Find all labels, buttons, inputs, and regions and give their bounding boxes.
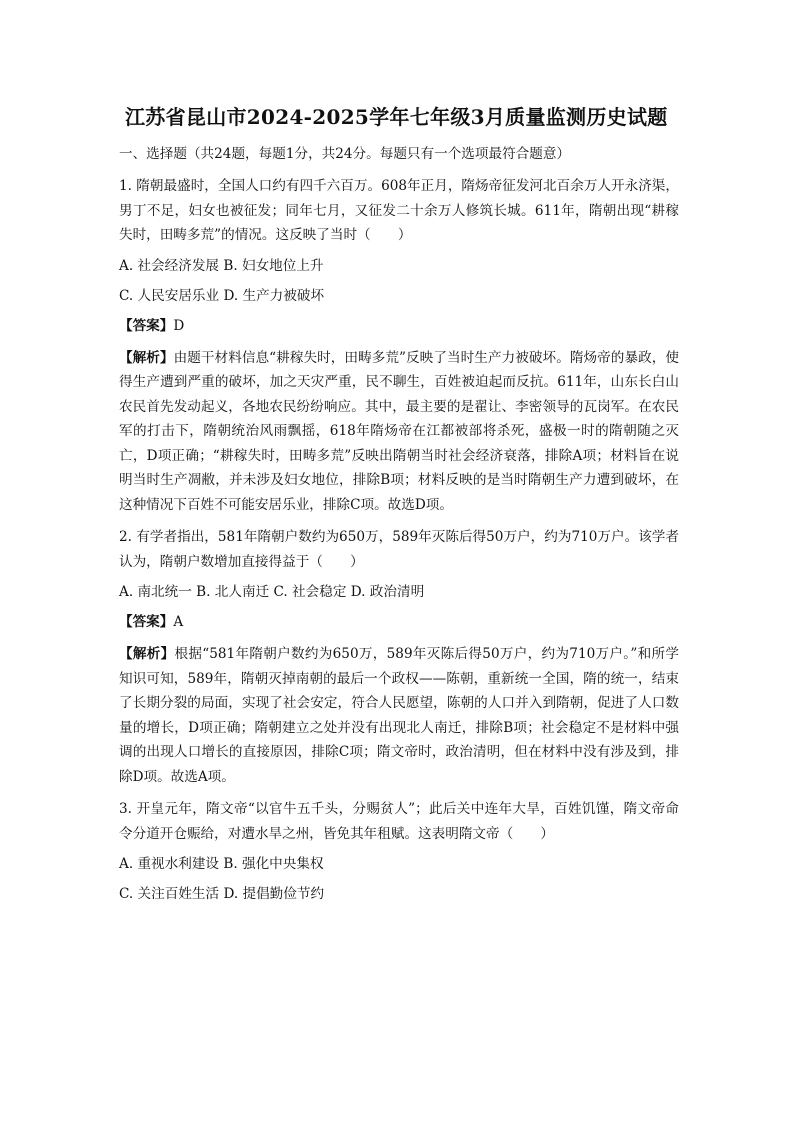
document-page bbox=[119, 104, 679, 914]
analysis-text: 根据“581年隋朝户数约为650万，589年灭陈后得50万户，约为710万户。”和所学知识可知，589年，隋朝灭掉南朝的最后一个政权——陈朝，重新统一全国，隋的统一，结束了长期分裂的局面，实现了社会安定，符合人民愿望，陈朝的人口并入到隋朝，促进了人口数量的增长，D项正确；隋朝建立之处并没有出现北人南迁，排除B项；社会稳定不是材料中强调的出现人口增长的直接原因，排除C项；隋文帝时，政治清明，但在材料中没有涉及到，排除D项。故选A项。 bbox=[119, 646, 679, 785]
question-2-stem: 2. 有学者指出，581年隋朝户数约为650万，589年灭陈后得50万户，约为710万户。该学者认为，隋朝户数增加直接得益于（ ） bbox=[119, 529, 679, 570]
question-3-stem: 3. 开皇元年，隋文帝“以官牛五千头，分赐贫人”；此后关中连年大旱，百姓饥馑，隋文帝命令分道开仓赈给，对遭水旱之州，皆免其年租赋。这表明隋文帝（ ） bbox=[119, 801, 679, 842]
question-1-options-row-1: A. 社会经济发展 B. 妇女地位上升 bbox=[119, 257, 324, 274]
answer-value: A bbox=[173, 614, 184, 630]
section-header: 一、选择题（共24题，每题1分，共24分。每题只有一个选项最符合题意） bbox=[119, 146, 571, 162]
document-title: 江苏省昆山市2024-2025学年七年级3月质量监测历史试题 bbox=[125, 105, 668, 129]
analysis-label: 【解析】 bbox=[119, 349, 174, 366]
answer-value: D bbox=[173, 317, 185, 334]
question-2-answer bbox=[119, 612, 679, 633]
question-3-options-row-1: A. 重视水利建设 B. 强化中央集权 bbox=[119, 856, 324, 872]
question-1-analysis bbox=[119, 346, 679, 518]
question-1-answer bbox=[119, 316, 679, 337]
answer-label: 【答案】 bbox=[119, 317, 174, 334]
question-1-options-row-2: C. 人民安居乐业 D. 生产力被破坏 bbox=[119, 287, 325, 304]
analysis-label: 【解析】 bbox=[119, 646, 175, 662]
answer-label: 【答案】 bbox=[119, 614, 174, 630]
question-1-stem: 1. 隋朝最盛时，全国人口约有四千六百万。608年正月，隋炀帝征发河北百余万人开永济渠，男丁不足，妇女也被征发；同年七月，又征发二十余万人修筑长城。611年，隋朝出现“耕稼失时，田畴多荒”的情况。这反映了当时（ ） bbox=[119, 178, 679, 243]
question-3-options-row-2: C. 关注百姓生活 D. 提倡勤俭节约 bbox=[119, 886, 325, 902]
question-2-analysis bbox=[119, 642, 679, 789]
analysis-text: 由题干材料信息“耕稼失时，田畴多荒”反映了当时生产力被破坏。隋炀帝的暴政，使得生产遭到严重的破坏，加之天灾严重，民不聊生，百姓被迫起而反抗。611年，山东长白山农民首先发动起义，各地农民纷纷响应。其中，最主要的是翟让、李密领导的瓦岗军。在农民军的打击下，隋朝统治风雨飘摇，618年隋炀帝在江都被部将杀死，盛极一时的隋朝随之灭亡，D项正确；“耕稼失时，田畴多荒”反映出隋朝当时社会经济衰落，排除A项；材料旨在说明当时生产凋敝，并未涉及妇女地位，排除B项；材料反映的是当时隋朝生产力遭到破坏，在这种情况下百姓不可能安居乐业，排除C项。故选D项。 bbox=[119, 349, 679, 513]
question-2-options-row-1: A. 南北统一 B. 北人南迁 C. 社会稳定 D. 政治清明 bbox=[119, 584, 425, 600]
